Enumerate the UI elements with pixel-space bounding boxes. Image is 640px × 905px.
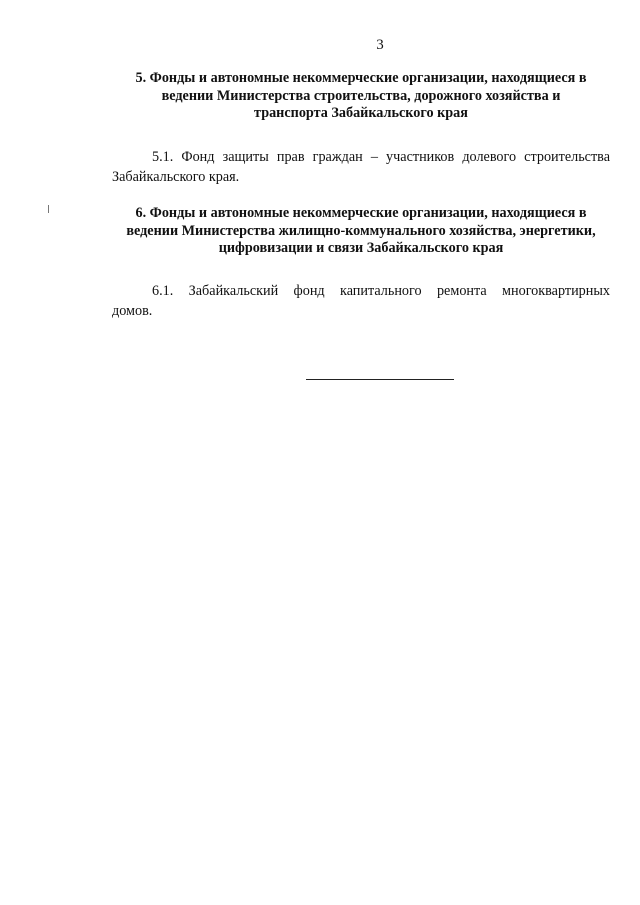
heading-line: 6. Фонды и автономные некоммерческие организации, находящиеся в xyxy=(135,205,587,221)
item-line: Забайкальского края. xyxy=(112,169,240,185)
page-number: 3 xyxy=(376,37,384,53)
section-6-heading xyxy=(112,205,610,258)
heading-line: транспорта Забайкальского края xyxy=(254,105,468,121)
heading-line: цифровизации и связи Забайкальского края xyxy=(218,240,504,256)
margin-mark xyxy=(48,205,49,213)
heading-line: ведении Министерства строительства, дорожного хозяйства и xyxy=(161,87,561,104)
item-line: домов. xyxy=(112,303,153,319)
end-rule xyxy=(306,379,454,380)
heading-line: 5. Фонды и автономные некоммерческие организации, находящиеся в xyxy=(135,70,587,86)
item-5-1 xyxy=(112,147,610,187)
item-6-1 xyxy=(112,281,610,321)
item-line: 6.1. Забайкальский фонд капитального ремонта многоквартирных xyxy=(152,283,610,299)
heading-line: ведении Министерства жилищно-коммунального хозяйства, энергетики, xyxy=(126,222,596,239)
section-5-heading xyxy=(112,70,610,123)
item-line: 5.1. Фонд защиты прав граждан – участников долевого строительства xyxy=(152,149,610,165)
